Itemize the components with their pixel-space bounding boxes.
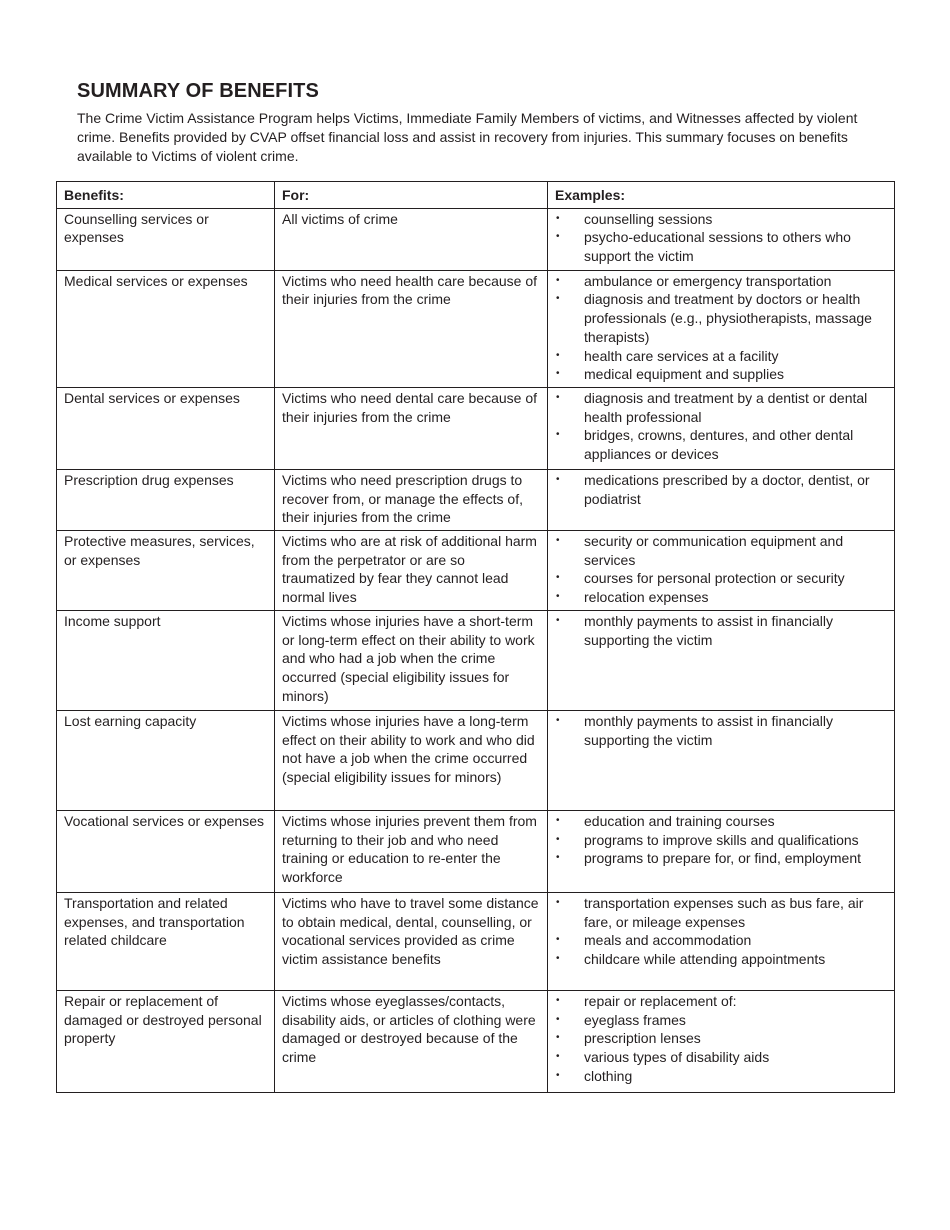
examples-cell	[548, 531, 895, 611]
benefit-cell: Prescription drug expenses	[57, 469, 275, 530]
examples-list	[554, 471, 887, 508]
benefit-cell: Protective measures, services, or expenses	[57, 531, 275, 611]
examples-list	[554, 210, 887, 266]
benefit-cell: Dental services or expenses	[57, 387, 275, 469]
for-cell: Victims who need dental care because of their injuries from the crime	[275, 387, 548, 469]
examples-cell	[548, 711, 895, 811]
example-text: diagnosis and treatment by a dentist or dental health professional	[584, 389, 868, 425]
for-cell: All victims of crime	[275, 208, 548, 270]
example-text: various types of disability aids	[584, 1049, 770, 1066]
example-text: programs to prepare for, or find, employment	[584, 850, 862, 867]
example-item	[554, 426, 887, 463]
example-item	[554, 532, 887, 569]
example-text: education and training courses	[584, 813, 775, 830]
example-text: courses for personal protection or security	[584, 570, 845, 587]
bullet-icon: •	[556, 995, 560, 1007]
example-text: childcare while attending appointments	[584, 951, 826, 968]
bullet-icon: •	[556, 293, 560, 305]
bullet-icon: •	[556, 715, 560, 727]
example-text: relocation expenses	[584, 589, 709, 606]
table-row	[57, 469, 895, 530]
example-text: programs to improve skills and qualifications	[584, 831, 859, 848]
examples-list	[554, 992, 887, 1086]
benefit-cell: Vocational services or expenses	[57, 811, 275, 893]
examples-cell	[548, 270, 895, 387]
bullet-icon: •	[556, 1032, 560, 1044]
example-item	[554, 812, 887, 831]
page-title: SUMMARY OF BENEFITS	[77, 80, 319, 102]
examples-list	[554, 894, 887, 969]
table-row	[57, 611, 895, 711]
examples-list	[554, 712, 887, 749]
bullet-icon: •	[556, 274, 560, 286]
example-item	[554, 471, 887, 508]
example-item	[554, 1067, 887, 1086]
example-item	[554, 950, 887, 969]
table-row	[57, 387, 895, 469]
example-text: medical equipment and supplies	[584, 366, 785, 383]
examples-list	[554, 389, 887, 464]
example-item	[554, 712, 887, 749]
bullet-icon: •	[556, 368, 560, 380]
example-item	[554, 612, 887, 649]
example-text: health care services at a facility	[584, 347, 779, 364]
for-cell: Victims who are at risk of additional harm from the perpetrator or are so traumatized by fear they cannot lead normal lives	[275, 531, 548, 611]
bullet-icon: •	[556, 212, 560, 224]
example-item	[554, 290, 887, 346]
table-row	[57, 991, 895, 1093]
examples-cell	[548, 387, 895, 469]
examples-cell	[548, 991, 895, 1093]
for-cell: Victims who have to travel some distance to obtain medical, dental, counselling, or vocational services provided as crime victim assistance benefits	[275, 893, 548, 991]
bullet-icon: •	[556, 349, 560, 361]
benefits-table	[56, 181, 895, 1093]
examples-cell	[548, 469, 895, 530]
bullet-icon: •	[556, 535, 560, 547]
for-cell: Victims whose injuries have a long-term effect on their ability to work and who did not have a job when the crime occurred (special eligibility issues for minors)	[275, 711, 548, 811]
bullet-icon: •	[556, 615, 560, 627]
table-row	[57, 811, 895, 893]
bullet-icon: •	[556, 429, 560, 441]
header-for: For:	[275, 182, 548, 209]
example-item	[554, 588, 887, 607]
benefit-cell: Transportation and related expenses, and transportation related childcare	[57, 893, 275, 991]
example-item	[554, 389, 887, 426]
example-item	[554, 228, 887, 265]
example-text: monthly payments to assist in financially supporting the victim	[584, 713, 833, 748]
example-item	[554, 931, 887, 950]
table-row	[57, 893, 895, 991]
table-row	[57, 270, 895, 387]
example-item	[554, 569, 887, 588]
examples-cell	[548, 611, 895, 711]
header-benefits: Benefits:	[57, 182, 275, 209]
example-text: transportation expenses such as bus fare, air fare, or mileage expenses	[584, 895, 864, 930]
benefit-cell: Lost earning capacity	[57, 711, 275, 811]
examples-list	[554, 272, 887, 384]
for-cell: Victims who need health care because of their injuries from the crime	[275, 270, 548, 387]
benefit-cell: Counselling services or expenses	[57, 208, 275, 270]
example-item	[554, 1011, 887, 1030]
table-row	[57, 711, 895, 811]
example-text: prescription lenses	[584, 1030, 701, 1047]
header-examples: Examples:	[548, 182, 895, 209]
benefit-cell: Repair or replacement of damaged or destroyed personal property	[57, 991, 275, 1093]
example-text: bridges, crowns, dentures, and other dental appliances or devices	[584, 427, 854, 463]
examples-list	[554, 532, 887, 607]
example-text: diagnosis and treatment by doctors or health professionals (e.g., physiotherapists, massage therapists)	[584, 291, 872, 345]
table-header-row	[57, 182, 895, 209]
example-text: psycho-educational sessions to others who support the victim	[584, 229, 851, 265]
bullet-icon: •	[556, 591, 560, 603]
example-text: security or communication equipment and services	[584, 533, 844, 568]
example-item	[554, 210, 887, 229]
examples-cell	[548, 893, 895, 991]
for-cell: Victims whose eyeglasses/contacts, disability aids, or articles of clothing were damaged or destroyed because of the crime	[275, 991, 548, 1093]
bullet-icon: •	[556, 231, 560, 243]
bullet-icon: •	[556, 1051, 560, 1063]
example-item	[554, 849, 887, 868]
example-text: clothing	[584, 1067, 633, 1084]
example-item	[554, 894, 887, 931]
example-text: meals and accommodation	[584, 932, 752, 949]
examples-list	[554, 612, 887, 649]
example-item	[554, 1029, 887, 1048]
benefit-cell: Income support	[57, 611, 275, 711]
example-item	[554, 365, 887, 384]
example-item	[554, 1048, 887, 1067]
example-text: medications prescribed by a doctor, dentist, or podiatrist	[584, 471, 870, 507]
example-text: repair or replacement of:	[584, 993, 737, 1010]
bullet-icon: •	[556, 572, 560, 584]
example-item	[554, 272, 887, 291]
bullet-icon: •	[556, 852, 560, 864]
examples-cell	[548, 208, 895, 270]
benefits-table-body	[57, 208, 895, 1092]
example-text: counselling sessions	[584, 210, 713, 227]
for-cell: Victims who need prescription drugs to recover from, or manage the effects of, their injuries from the crime	[275, 469, 548, 530]
examples-cell	[548, 811, 895, 893]
examples-list	[554, 812, 887, 868]
intro-paragraph: The Crime Victim Assistance Program helps Victims, Immediate Family Members of victims, and Witnesses affected by violent crime. Benefits provided by CVAP offset financial loss and assist in recovery from injuries. This summary focuses on benefits available to Victims of violent crime.	[77, 110, 858, 164]
bullet-icon: •	[556, 897, 560, 909]
example-text: ambulance or emergency transportation	[584, 272, 832, 289]
table-row	[57, 208, 895, 270]
bullet-icon: •	[556, 934, 560, 946]
bullet-icon: •	[556, 953, 560, 965]
benefit-cell: Medical services or expenses	[57, 270, 275, 387]
example-item	[554, 831, 887, 850]
bullet-icon: •	[556, 1069, 560, 1081]
example-text: monthly payments to assist in financially supporting the victim	[584, 613, 833, 648]
bullet-icon: •	[556, 391, 560, 403]
example-text: eyeglass frames	[584, 1011, 686, 1028]
for-cell: Victims whose injuries have a short-term or long-term effect on their ability to work and who had a job when the crime occurred (special eligibility issues for minors)	[275, 611, 548, 711]
bullet-icon: •	[556, 1013, 560, 1025]
bullet-icon: •	[556, 833, 560, 845]
for-cell: Victims whose injuries prevent them from returning to their job and who need training or education to re-enter the workforce	[275, 811, 548, 893]
example-item	[554, 347, 887, 366]
table-row	[57, 531, 895, 611]
bullet-icon: •	[556, 473, 560, 485]
bullet-icon: •	[556, 815, 560, 827]
example-item	[554, 992, 887, 1011]
